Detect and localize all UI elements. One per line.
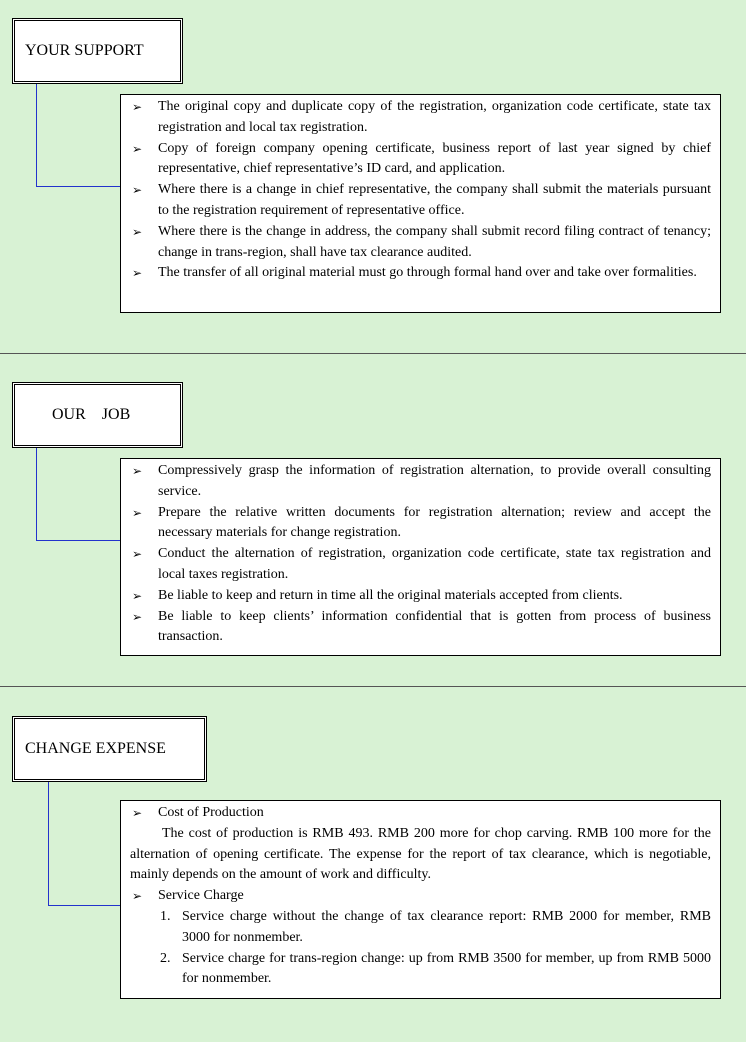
- support-list: [130, 97, 711, 284]
- job-list: [130, 461, 711, 648]
- list-item: ➢ Service Charge: [130, 886, 711, 907]
- expense-service-heading-list: [130, 886, 711, 907]
- section-title-text: OUR JOB: [52, 406, 131, 423]
- list-item: 1. Service charge without the change of tax clearance report: RMB 2000 for member, RMB 3000 for nonmember.: [160, 908, 711, 945]
- connector-line: [36, 448, 121, 541]
- section-divider: [0, 686, 746, 687]
- list-item: ➢ Conduct the alternation of registration, organization code certificate, state tax registration and local taxes registration.: [132, 546, 711, 582]
- support-content-box: [120, 94, 721, 313]
- expense-content-box: [120, 800, 721, 999]
- arrowhead-bullet-icon: ➢: [132, 224, 143, 239]
- arrowhead-bullet-icon: ➢: [132, 806, 143, 820]
- list-item: ➢ Where there is a change in chief representative, the company shall submit the materials pursuant to the registration requirement of representative office.: [132, 182, 711, 218]
- arrowhead-bullet-icon: ➢: [132, 141, 143, 156]
- list-item: ➢ Copy of foreign company opening certificate, business report of last year signed by chief representative, chief representative’s ID card, and application.: [132, 140, 711, 177]
- section-title-our-job: [12, 382, 183, 448]
- expense-production-heading-list: [130, 803, 711, 824]
- list-item: ➢ Compressively grasp the information of registration alternation, to provide overall consulting service.: [132, 463, 711, 499]
- arrowhead-bullet-icon: ➢: [132, 588, 143, 603]
- arrowhead-bullet-icon: ➢: [132, 505, 143, 520]
- arrowhead-bullet-icon: ➢: [132, 183, 143, 198]
- section-title-text: CHANGE EXPENSE: [25, 740, 166, 757]
- section-title-your-support: [12, 18, 183, 84]
- list-item: ➢ Be liable to keep and return in time all the original materials accepted from clients.: [130, 586, 711, 607]
- job-content-box: [120, 458, 721, 656]
- list-item: ➢ Cost of Production: [130, 803, 711, 824]
- section-title-change-expense: [12, 716, 207, 782]
- arrowhead-bullet-icon: ➢: [132, 609, 143, 624]
- list-item: ➢ The transfer of all original material must go through formal hand over and take over formalities.: [130, 263, 711, 284]
- section-divider: [0, 353, 746, 354]
- production-cost-paragraph: The cost of production is RMB 493. RMB 200 more for chop carving. RMB 100 more for the alternation of opening certificate. The expense for the report of tax clearance, which is negotiable, mainly depends on the amount of work and difficulty.: [130, 825, 711, 883]
- list-item: ➢ Be liable to keep clients’ information confidential that is gotten from process of business transaction.: [132, 608, 711, 645]
- arrowhead-bullet-icon: ➢: [132, 100, 143, 114]
- service-charge-list: [130, 907, 711, 990]
- list-item: ➢ Prepare the relative written documents for registration alternation; review and accept the necessary materials for change registration.: [132, 504, 711, 541]
- list-item: ➢ The original copy and duplicate copy of the registration, organization code certificate, state tax registration and local tax registration.: [132, 99, 711, 135]
- arrowhead-bullet-icon: ➢: [132, 464, 143, 478]
- section-title-text: YOUR SUPPORT: [25, 42, 144, 59]
- arrowhead-bullet-icon: ➢: [132, 889, 143, 904]
- list-item: 2. Service charge for trans-region change: up from RMB 3500 for member, up from RMB 5000 for nonmember.: [160, 950, 711, 987]
- connector-line: [36, 84, 121, 187]
- list-item: ➢ Where there is the change in address, the company shall submit record filing contract of tenancy; change in trans-region, shall have tax clearance audited.: [132, 223, 711, 260]
- arrowhead-bullet-icon: ➢: [132, 266, 143, 281]
- connector-line: [48, 782, 121, 906]
- arrowhead-bullet-icon: ➢: [132, 547, 143, 562]
